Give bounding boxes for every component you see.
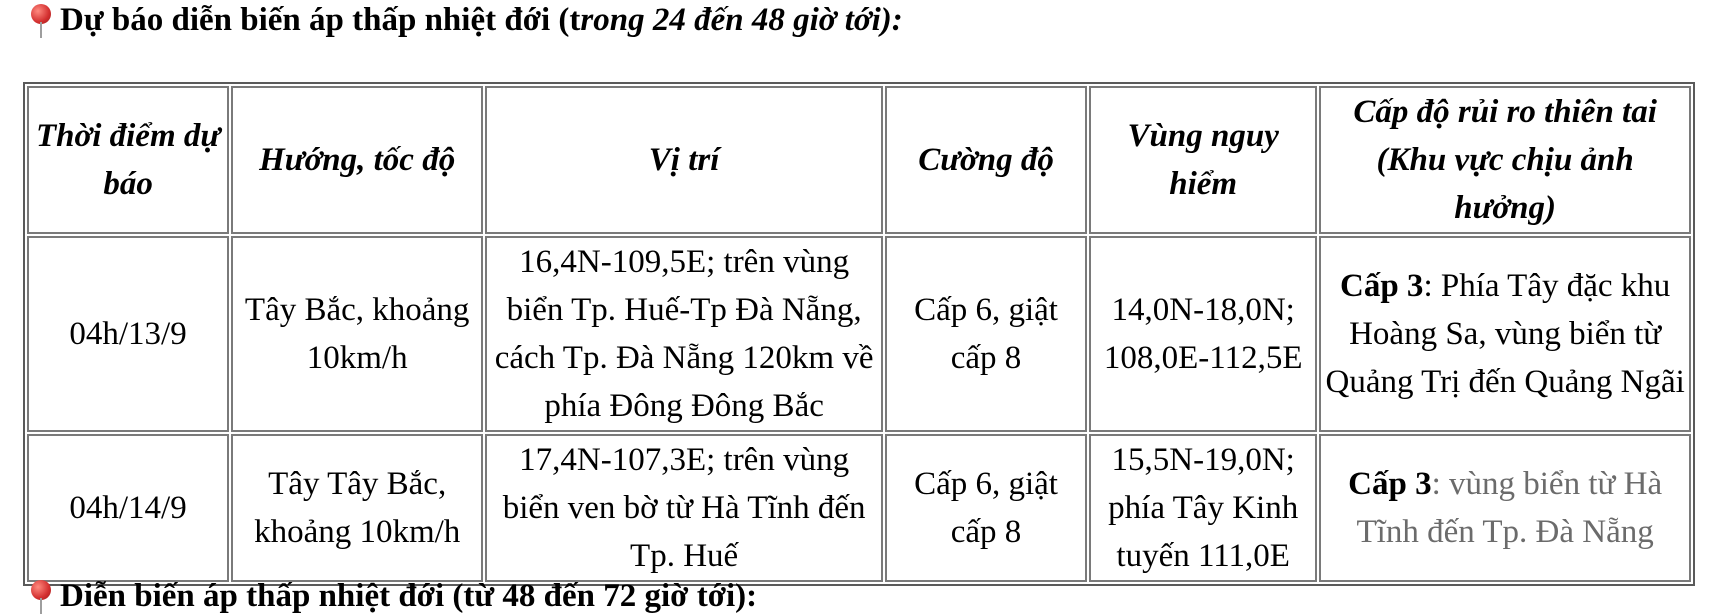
- cell-danger-zone: 15,5N-19,0N; phía Tây Kinh tuyến 111,0E: [1089, 434, 1317, 582]
- cell-position: 17,4N-107,3E; trên vùng biển ven bờ từ Hà Tĩnh đến Tp. Huế: [485, 434, 883, 582]
- header-direction-speed: Hướng, tốc độ: [231, 86, 483, 234]
- heading-text: Diễn biến áp thấp nhiệt đới (từ 48 đến 72 giờ tới):: [60, 577, 758, 614]
- round-pushpin-icon: [28, 2, 54, 38]
- forecast-table: [23, 82, 1695, 586]
- cell-direction: Tây Bắc, khoảng 10km/h: [231, 236, 483, 432]
- heading-text: Dự báo diễn biến áp thấp nhiệt đới (t: [60, 1, 581, 38]
- cell-direction: Tây Tây Bắc, khoảng 10km/h: [231, 434, 483, 582]
- risk-level-label: Cấp 3: [1340, 268, 1424, 304]
- header-intensity: Cường độ: [885, 86, 1087, 234]
- risk-area-text: : vùng biển từ Hà Tĩnh đến Tp. Đà Nẵng: [1356, 466, 1663, 550]
- cell-danger-zone: 14,0N-18,0N; 108,0E-112,5E: [1089, 236, 1317, 432]
- risk-area-text: : Phía Tây đặc khu Hoàng Sa, vùng biển từ Quảng Trị đến Quảng Ngãi: [1325, 268, 1685, 400]
- cell-intensity: Cấp 6, giật cấp 8: [885, 434, 1087, 582]
- header-danger-zone: Vùng nguy hiểm: [1089, 86, 1317, 234]
- table-header-row: [27, 86, 1691, 234]
- cell-time: 04h/13/9: [27, 236, 229, 432]
- header-position: Vị trí: [485, 86, 883, 234]
- section-heading-48-72h: [28, 576, 757, 616]
- cell-intensity: Cấp 6, giật cấp 8: [885, 236, 1087, 432]
- cell-position: 16,4N-109,5E; trên vùng biển Tp. Huế-Tp Đà Nẵng, cách Tp. Đà Nẵng 120km về phía Đông Đông Bắc: [485, 236, 883, 432]
- cell-risk: [1319, 236, 1691, 432]
- heading-text-italic: rong 24 đến 48 giờ tới):: [580, 1, 903, 38]
- header-risk-level: Cấp độ rủi ro thiên tai (Khu vực chịu ảnh hưởng): [1319, 86, 1691, 234]
- cell-risk: [1319, 434, 1691, 582]
- risk-level-label: Cấp 3: [1348, 466, 1432, 502]
- round-pushpin-icon: [28, 578, 54, 614]
- table-row: [27, 236, 1691, 432]
- header-forecast-time: Thời điểm dự báo: [27, 86, 229, 234]
- cell-time: 04h/14/9: [27, 434, 229, 582]
- section-heading-24-48h: [28, 0, 903, 40]
- table-row: [27, 434, 1691, 582]
